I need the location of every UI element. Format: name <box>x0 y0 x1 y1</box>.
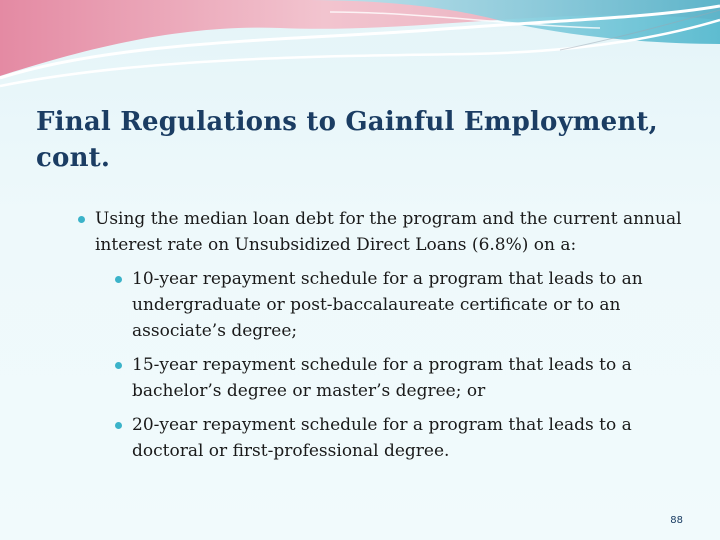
header-wave-decoration <box>0 0 720 90</box>
bullet-text: Using the median loan debt for the program and the current annual interest rate on Unsubsidized Direct Loans (6.8%) on a: <box>95 209 682 255</box>
bullet-dot-icon <box>115 422 122 429</box>
sub-bullet-item <box>95 352 682 404</box>
sub-bullet-item <box>95 266 682 344</box>
bullet-dot-icon <box>115 362 122 369</box>
sub-bullet-item <box>95 412 682 464</box>
slide-title: Final Regulations to Gainful Employment, cont. <box>36 107 658 173</box>
page-number: 88 <box>670 515 683 526</box>
sub-bullet-text: 10-year repayment schedule for a program that leads to an undergraduate or post-baccalaureate certificate or to an associate’s degree; <box>132 269 643 341</box>
bullet-dot-icon <box>78 216 85 223</box>
bullet-dot-icon <box>115 276 122 283</box>
bullet-item <box>78 206 682 464</box>
bullet-list <box>78 206 682 464</box>
sub-bullet-text: 20-year repayment schedule for a program that leads to a doctoral or first-professional degree. <box>132 415 632 461</box>
sub-bullet-list <box>95 266 682 464</box>
sub-bullet-text: 15-year repayment schedule for a program that leads to a bachelor’s degree or master’s degree; or <box>132 355 632 401</box>
